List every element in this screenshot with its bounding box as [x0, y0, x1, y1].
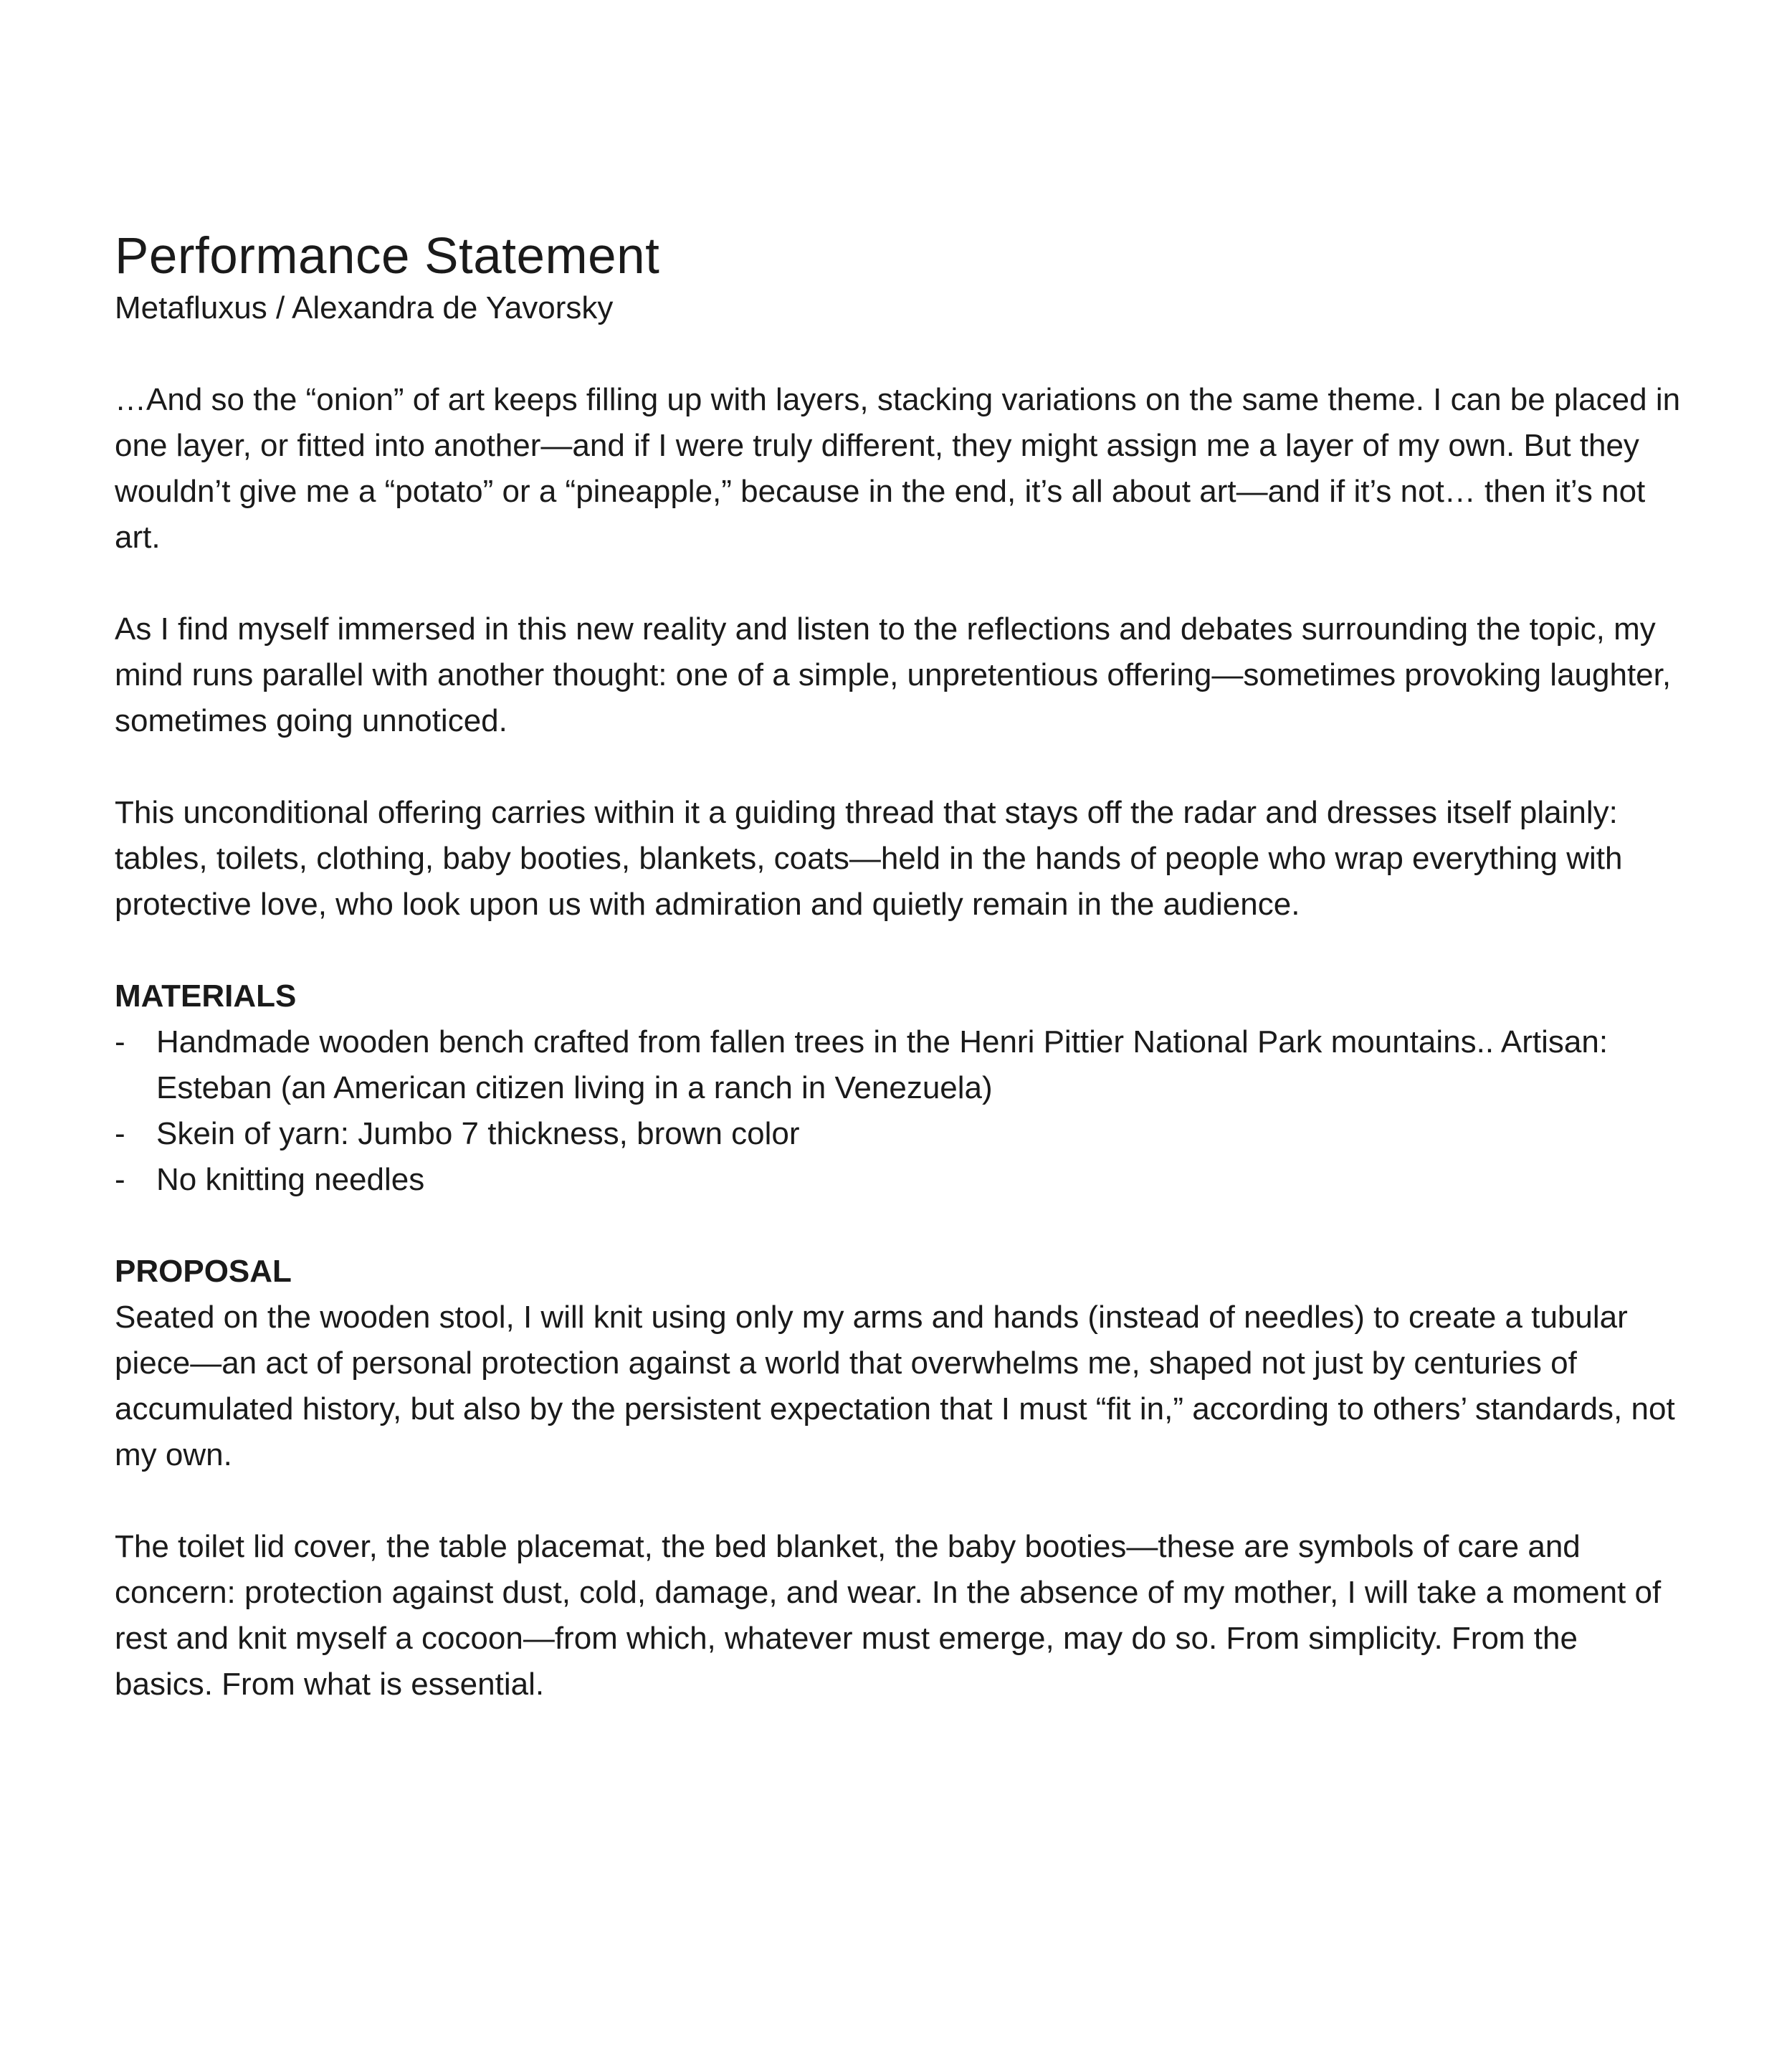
materials-list	[115, 1019, 1684, 1203]
list-item	[115, 1157, 1684, 1203]
list-item-text: Skein of yarn: Jumbo 7 thickness, brown color	[156, 1116, 800, 1151]
list-item-text: Handmade wooden bench crafted from fallen trees in the Henri Pittier National Park mountains.. Artisan: Esteban (an American citizen living in a ranch in Venezuela)	[156, 1024, 1608, 1105]
materials-heading: MATERIALS	[115, 978, 297, 1014]
page-title: Performance Statement	[115, 228, 660, 285]
proposal-paragraph-2: The toilet lid cover, the table placemat, the bed blanket, the baby booties—these are symbols of care and concern: protection against dust, cold, damage, and wear. In the absence of my mother, I will take a moment of rest and knit myself a cocoon—from which, whatever must emerge, may do so. From simplicity. From the basics. From what is essential.	[115, 1529, 1662, 1702]
list-item-text: No knitting needles	[156, 1162, 425, 1197]
page-subtitle: Metafluxus / Alexandra de Yavorsky	[115, 290, 614, 325]
intro-paragraph-1: …And so the “onion” of art keeps filling up with layers, stacking variations on the same theme. I can be placed in one layer, or fitted into another—and if I were truly different, they might assign me a layer of my own. But they wouldn’t give me a “potato” or a “pineapple,” because in the end, it’s all about art—and if it’s not… then it’s not art.	[115, 382, 1681, 555]
list-item	[115, 1111, 1684, 1157]
document-page	[115, 228, 1684, 1753]
intro-paragraph-3: This unconditional offering carries within it a guiding thread that stays off the radar and dresses itself plainly: tables, toilets, clothing, baby booties, blankets, coats—held in the hands of people who wrap everything with protective love, who look upon us with admiration and quietly remain in the audience.	[115, 795, 1623, 922]
dash-bullet: -	[115, 1024, 125, 1059]
proposal-paragraph-1: Seated on the wooden stool, I will knit using only my arms and hands (instead of needles) to create a tubular piece—an act of personal protection against a world that overwhelms me, shaped not just by centuries of accumulated history, but also by the persistent expectation that I must “fit in,” according to others’ standards, not my own.	[115, 1300, 1675, 1472]
dash-bullet: -	[115, 1162, 125, 1197]
list-item	[115, 1019, 1684, 1111]
dash-bullet: -	[115, 1116, 125, 1151]
intro-paragraph-2: As I find myself immersed in this new reality and listen to the reflections and debates surrounding the topic, my mind runs parallel with another thought: one of a simple, unpretentious offering—sometimes provoking laughter, sometimes going unnoticed.	[115, 611, 1672, 738]
proposal-heading: PROPOSAL	[115, 1254, 292, 1289]
